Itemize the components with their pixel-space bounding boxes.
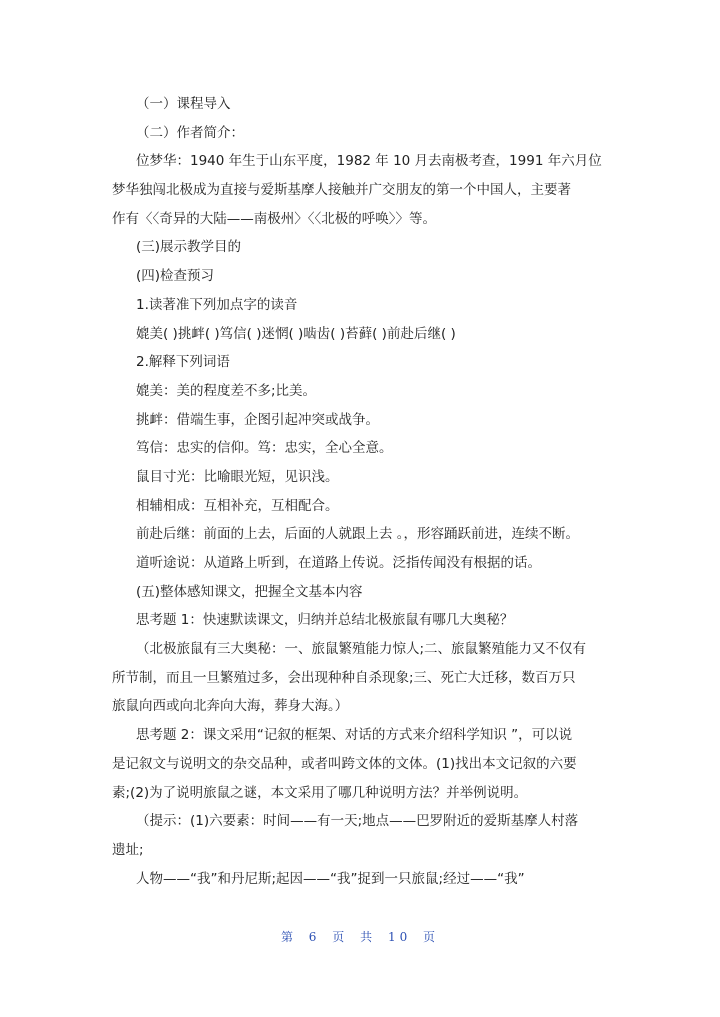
heading-preview-check: (四)检查预习 bbox=[136, 268, 215, 285]
heading-overall-perception: (五)整体感知课文，把握全文基本内容 bbox=[136, 583, 363, 600]
definition-pimei: 媲美：美的程度差不多;比美。 bbox=[136, 382, 317, 399]
footer-page-number: 6 bbox=[308, 930, 321, 944]
document-body bbox=[112, 90, 616, 893]
answer-1-line-1: （北极旅鼠有三大奥秘：一、旅鼠繁殖能力惊人;二、旅鼠繁殖能力又不仅有 bbox=[136, 641, 587, 658]
footer-label-total: 共 bbox=[360, 930, 377, 944]
answer-1-line-2: 所节制，而且一旦繁殖过多，会出现种种自杀现象;三、死亡大迁移，数百万只 bbox=[112, 669, 576, 686]
heading-author-intro: （二）作者简介： bbox=[136, 124, 244, 141]
answer-1-line-3: 旅鼠向西或向北奔向大海，葬身大海。） bbox=[112, 698, 349, 715]
hint-line-2: 遗址; bbox=[112, 841, 144, 858]
question-2-line-3: 素;(2)为了说明旅鼠之谜，本文采用了哪几种说明方法？并举例说明。 bbox=[112, 784, 528, 801]
definition-xiangfuxiangcheng: 相辅相成：互相补充，互相配合。 bbox=[136, 497, 339, 514]
definition-qianfuhouji: 前赴后继：前面的上去，后面的人就跟上去 。，形容踊跃前进，连续不断。 bbox=[136, 526, 580, 543]
question-1: 思考题 1：快速默读课文，归纳并总结北极旅鼠有哪几大奥秘？ bbox=[136, 612, 514, 629]
footer-total-pages: 10 bbox=[387, 930, 412, 944]
definition-shumucunguang: 鼠目寸光：比喻眼光短，见识浅。 bbox=[136, 468, 339, 485]
footer-label-ye: 页 bbox=[332, 930, 349, 944]
heading-teaching-goals: (三)展示教学目的 bbox=[136, 239, 242, 256]
footer-label-ye2: 页 bbox=[423, 930, 440, 944]
definition-daotingtushuo: 道听途说：从道路上听到，在道路上传说。泛指传闻没有根据的话。 bbox=[136, 555, 541, 571]
question-2-line-1: 思考题 2：课文采用“记叙的框架、对话的方式来介绍科学知识 ”，可以说 bbox=[136, 727, 573, 744]
definition-tiaoxin: 挑衅：借端生事，企图引起冲突或战争。 bbox=[136, 411, 379, 428]
hint-line-1: （提示：(1)六要素：时间——有一天;地点——巴罗附近的爱斯基摩人村落 bbox=[136, 813, 579, 830]
pronunciation-task: 1.读著准下列加点字的读音 bbox=[136, 296, 298, 313]
footer-label-page: 第 bbox=[280, 930, 297, 944]
question-2-line-2: 是记叙文与说明文的杂交品种，或者叫跨文体的文体。(1)找出本文记叙的六要 bbox=[112, 755, 577, 772]
definition-duxin: 笃信：忠实的信仰。笃：忠实，全心全意。 bbox=[136, 440, 393, 457]
author-paragraph-line-2: 梦华独闯北极成为直接与爱斯基摩人接触并广交朋友的第一个中国人，主要著 bbox=[112, 182, 571, 199]
hint-line-3: 人物——“我”和丹尼斯;起因——“我”捉到一只旅鼠;经过——“我” bbox=[136, 870, 525, 887]
heading-course-intro: （一）课程导入 bbox=[136, 96, 231, 112]
definition-task: 2.解释下列词语 bbox=[136, 354, 230, 371]
author-paragraph-line-1: 位梦华：1940 年生于山东平度，1982 年 10 月去南极考查，1991 年六月位 bbox=[136, 153, 602, 170]
page-footer bbox=[0, 928, 720, 945]
author-paragraph-line-3: 作有〈〈奇异的大陆——南极州〉〈〈北极的呼唤〉〉等。 bbox=[112, 210, 436, 227]
pronunciation-words: 媲美( )挑衅( )笃信( )迷惘( )啮齿( )苔藓( )前赴后继( ) bbox=[136, 325, 456, 342]
